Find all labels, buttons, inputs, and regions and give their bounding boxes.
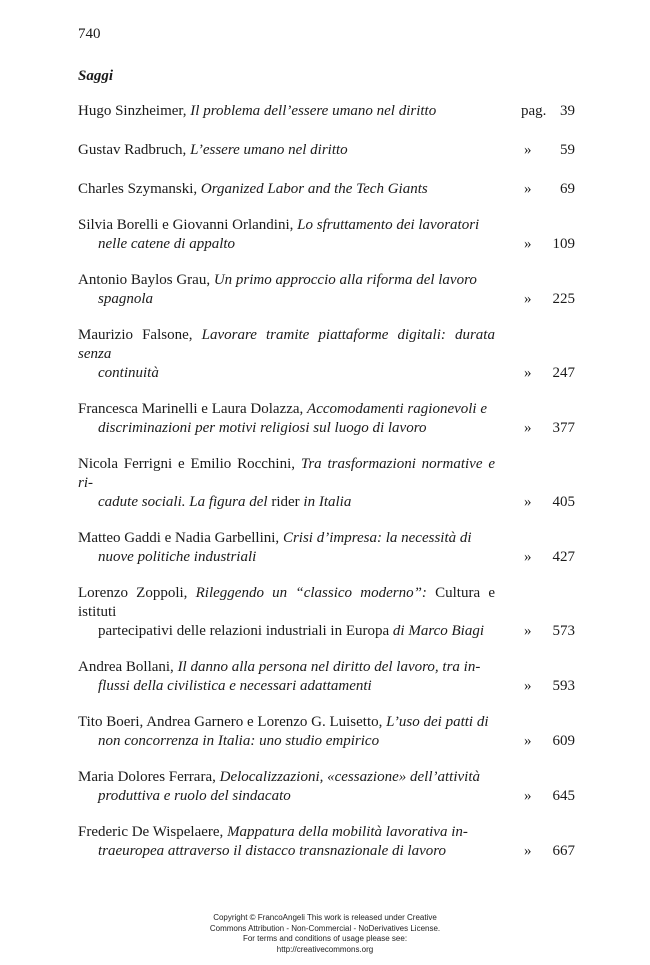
- toc-text-segment: nelle catene di appalto: [98, 236, 236, 252]
- ditto-marker: »: [524, 494, 532, 510]
- toc-page-number: 247: [552, 365, 575, 381]
- toc-text-segment: in Italia: [299, 494, 352, 510]
- toc-entry-title: [78, 102, 495, 121]
- toc-entry-continuation: [78, 364, 495, 383]
- ditto-marker: »: [524, 843, 532, 859]
- toc-entry: [78, 400, 575, 438]
- toc-entry: [78, 713, 575, 751]
- copyright-footer: [0, 913, 650, 955]
- toc-text-segment: L’essere umano nel diritto: [190, 142, 348, 158]
- toc-page-number: 39: [560, 103, 575, 119]
- toc-text-segment: Antonio Baylos Grau,: [78, 272, 214, 288]
- toc-text-segment: Mappatura della mobilità lavorativa in-: [227, 824, 468, 840]
- toc-entry-continuation: [78, 493, 495, 512]
- toc-text-segment: Maurizio Falsone,: [78, 327, 202, 343]
- toc-entry: [78, 768, 575, 806]
- footer-link[interactable]: http://creativecommons.org: [276, 944, 374, 954]
- toc-page-number: 59: [560, 142, 575, 158]
- toc-page-number: 609: [552, 733, 575, 749]
- toc-entry-continuation: [78, 842, 495, 861]
- toc-entry: [78, 271, 575, 309]
- toc-entry-title: [78, 180, 495, 199]
- toc-page-number: 667: [552, 843, 575, 859]
- section-heading: Saggi: [78, 68, 114, 84]
- toc-entry-continuation: [78, 732, 495, 751]
- toc-entry-title: [78, 400, 495, 438]
- toc-entry: [78, 216, 575, 254]
- toc-text-segment: flussi della civilistica e necessari adattamenti: [98, 678, 372, 694]
- toc-entry: [78, 180, 575, 199]
- ditto-marker: »: [524, 142, 532, 158]
- toc-text-segment: nuove politiche industriali: [98, 549, 257, 565]
- toc-entry-title: [78, 529, 495, 567]
- toc-page-number: 69: [560, 181, 575, 197]
- ditto-marker: »: [524, 291, 532, 307]
- toc-entry-title: [78, 584, 495, 641]
- toc-entry: [78, 141, 575, 160]
- toc-text-segment: L’uso dei patti di: [386, 714, 489, 730]
- toc-text-segment: cadute sociali. La figura del: [98, 494, 272, 510]
- toc-text-segment: Hugo Sinzheimer,: [78, 103, 191, 119]
- toc-page-number: 405: [552, 494, 575, 510]
- toc-page-number: 645: [552, 788, 575, 804]
- toc-entry-title: [78, 271, 495, 309]
- toc-entry-title: [78, 141, 495, 160]
- ditto-marker: »: [524, 623, 532, 639]
- footer-line: For terms and conditions of usage please see:: [242, 934, 408, 943]
- toc-text-segment: discriminazioni per motivi religiosi sul luogo di lavoro: [98, 420, 427, 436]
- ditto-marker: »: [524, 733, 532, 749]
- toc-entry-continuation: [78, 419, 495, 438]
- ditto-marker: »: [524, 365, 532, 381]
- toc-entry-title: [78, 713, 495, 751]
- toc-entry-continuation: [78, 787, 495, 806]
- toc-entry: [78, 326, 575, 383]
- toc-text-segment: Andrea Bollani,: [78, 659, 178, 675]
- footer-line: Commons Attribution - Non-Commercial - NoDerivatives License.: [209, 923, 441, 933]
- toc-text-segment: Cultura e istituti: [78, 585, 495, 620]
- table-of-contents: [78, 102, 575, 861]
- toc-text-segment: Francesca Marinelli e Laura Dolazza,: [78, 401, 308, 417]
- toc-page-number: 427: [552, 549, 575, 565]
- toc-entry: [78, 658, 575, 696]
- toc-entry-continuation: [78, 235, 495, 254]
- toc-text-segment: Il danno alla persona nel diritto del lavoro, tra in-: [177, 659, 481, 675]
- toc-page-number: 377: [552, 420, 575, 436]
- toc-page-number: 593: [552, 678, 575, 694]
- toc-entry-title: [78, 216, 495, 254]
- ditto-marker: »: [524, 181, 532, 197]
- ditto-marker: »: [524, 236, 532, 252]
- toc-text-segment: Matteo Gaddi e Nadia Garbellini,: [78, 530, 283, 546]
- toc-text-segment: Tra trasformazioni normative e ri-: [78, 456, 495, 491]
- toc-entry-title: [78, 823, 495, 861]
- page-label: pag.: [521, 103, 547, 119]
- toc-entry-continuation: [78, 622, 495, 641]
- toc-text-segment: traeuropea attraverso il distacco transnazionale di lavoro: [98, 843, 447, 859]
- toc-page-number: 109: [552, 236, 575, 252]
- toc-text-segment: rider: [271, 494, 300, 510]
- toc-text-segment: Il problema dell’essere umano nel diritto: [190, 103, 437, 119]
- toc-entry-title: [78, 658, 495, 696]
- toc-text-segment: produttiva e ruolo del sindacato: [98, 788, 291, 804]
- footer-line: Copyright © FrancoAngeli This work is released under Creative: [213, 913, 437, 922]
- ditto-marker: »: [524, 678, 532, 694]
- toc-entry-title: [78, 455, 495, 512]
- toc-text-segment: Lorenzo Zoppoli,: [78, 585, 196, 601]
- toc-text-segment: non concorrenza in Italia: uno studio empirico: [98, 733, 380, 749]
- toc-text-segment: Delocalizzazioni, «cessazione» dell’attività: [219, 769, 480, 785]
- toc-text-segment: Gustav Radbruch,: [78, 142, 191, 158]
- toc-entry: [78, 455, 575, 512]
- toc-text-segment: Tito Boeri, Andrea Garnero e Lorenzo G. Luisetto,: [78, 714, 387, 730]
- toc-page-number: 573: [552, 623, 575, 639]
- toc-text-segment: Lavorare tramite piattaforme digitali: durata senza: [78, 327, 495, 362]
- toc-text-segment: Rileggendo un “classico moderno”:: [195, 585, 427, 601]
- toc-entry: [78, 584, 575, 641]
- toc-entry-title: [78, 768, 495, 806]
- ditto-marker: »: [524, 420, 532, 436]
- toc-entry: [78, 529, 575, 567]
- toc-text-segment: Accomodamenti ragionevoli e: [307, 401, 487, 417]
- toc-text-segment: continuità: [98, 365, 159, 381]
- toc-entry-continuation: [78, 677, 495, 696]
- toc-entry: [78, 823, 575, 861]
- toc-entry: [78, 102, 575, 121]
- ditto-marker: »: [524, 788, 532, 804]
- toc-text-segment: spagnola: [98, 291, 154, 307]
- toc-text-segment: partecipativi delle relazioni industriali in Europa: [98, 623, 393, 639]
- toc-text-segment: di Marco Biagi: [392, 623, 485, 639]
- toc-text-segment: Crisi d’impresa: la necessità di: [282, 530, 472, 546]
- toc-text-segment: Charles Szymanski,: [78, 181, 201, 197]
- toc-entry-continuation: [78, 290, 495, 309]
- toc-text-segment: Un primo approccio alla riforma del lavoro: [213, 272, 477, 288]
- toc-text-segment: Lo sfruttamento dei lavoratori: [297, 217, 480, 233]
- ditto-marker: »: [524, 549, 532, 565]
- page-number: 740: [78, 26, 101, 42]
- toc-page-number: 225: [552, 291, 575, 307]
- toc-entry-title: [78, 326, 495, 383]
- toc-text-segment: Organized Labor and the Tech Giants: [200, 181, 428, 197]
- toc-text-segment: Silvia Borelli e Giovanni Orlandini,: [78, 217, 298, 233]
- toc-entry-continuation: [78, 548, 495, 567]
- toc-text-segment: Maria Dolores Ferrara,: [78, 769, 220, 785]
- toc-text-segment: Frederic De Wispelaere,: [78, 824, 228, 840]
- toc-text-segment: Nicola Ferrigni e Emilio Rocchini,: [78, 456, 301, 472]
